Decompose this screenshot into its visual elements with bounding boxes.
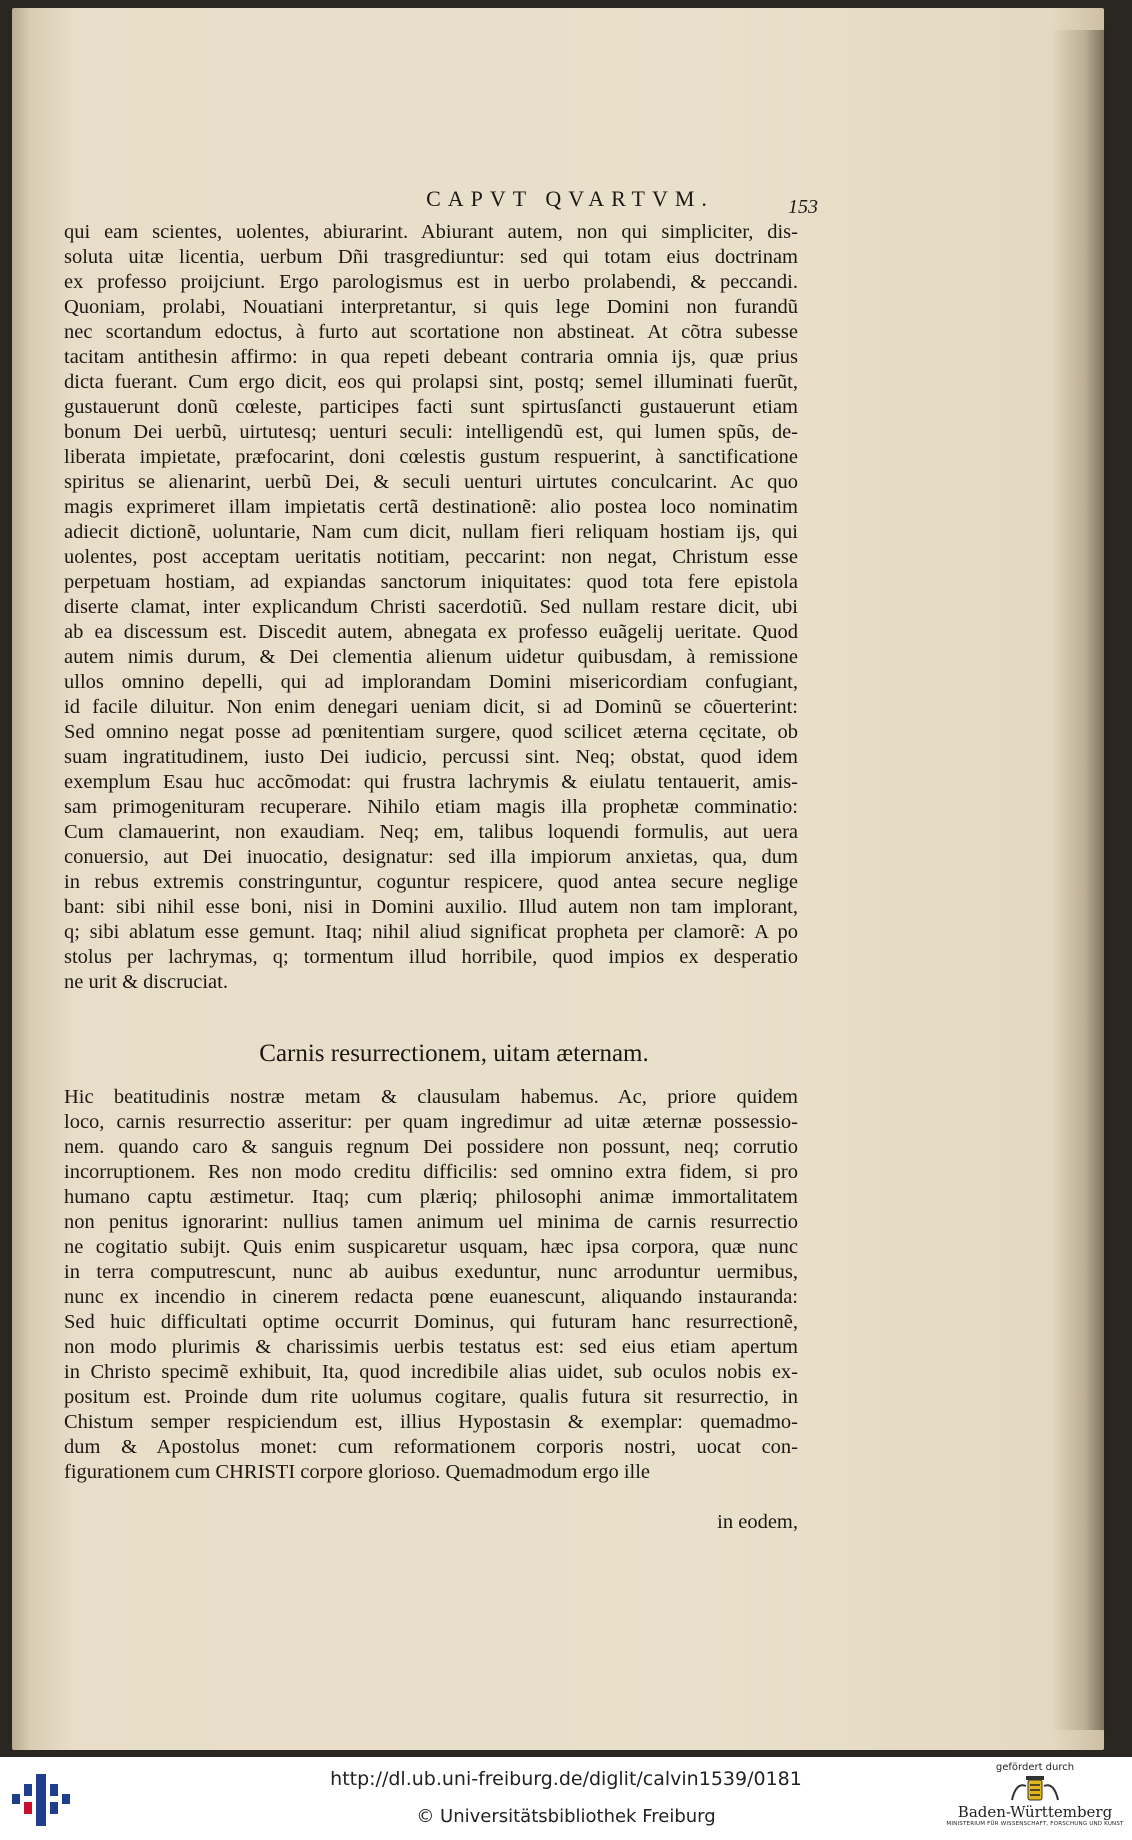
text-line: bant: sibi nihil esse boni, nisi in Domini auxilio. Illud autem non tam implorant, xyxy=(64,896,798,918)
text-line: nem. quando caro & sanguis regnum Dei possidere non possunt, neq; corrutio xyxy=(64,1136,798,1158)
page-edge-shadow xyxy=(1050,30,1108,1730)
copyright-notice: © Universitätsbibliothek Freiburg xyxy=(416,1806,716,1827)
text-line: exemplum Esau huc accõmodat: qui frustra lachrymis & eiulatu tentauerit, amis- xyxy=(64,771,798,793)
text-line: ab ea discessum est. Discedit autem, abnegata ex professo euãgelij ueritate. Quod xyxy=(64,621,798,643)
text-line: positum est. Proinde dum rite uolumus cogitare, qualis futura sit resurrectio, in xyxy=(64,1386,798,1408)
text-line: Hic beatitudinis nostræ metam & clausulam habemus. Ac, priore quidem xyxy=(64,1086,798,1108)
text-line: Sed huic difficultati optime occurrit Dominus, qui futuram hanc resurrectionẽ, xyxy=(64,1311,798,1333)
funder-label: gefördert durch xyxy=(995,1762,1075,1773)
text-line: liberata impietate, præfocarint, doni cœlestis gustum respuerint, à sanctificatione xyxy=(64,446,798,468)
text-line: incorruptionem. Res non modo creditu difficilis: sed omnino extra fidem, si pro xyxy=(64,1161,798,1183)
text-line: Chistum semper respiciendum est, illius Hypostasin & exemplar: quemadmo- xyxy=(64,1411,798,1433)
text-line: non penitus ignorarint: nullius tamen animum uel minima de carnis resurrectio xyxy=(64,1211,798,1233)
text-line: dum & Apostolus monet: cum reformationem corporis nostri, uocat con- xyxy=(64,1436,798,1458)
page-number: 153 xyxy=(788,196,818,218)
text-line: q; sibi ablatum esse gemunt. Itaq; nihil aliud significat propheta per clamorẽ: A po xyxy=(64,921,798,943)
text-line: qui eam scientes, uolentes, abiurarint. Abiurant autem, non qui simpliciter, dis- xyxy=(64,221,798,243)
text-line: ne urit & discruciat. xyxy=(64,971,228,993)
text-line: autem nimis durum, & Dei clementia alienum uidetur quibusdam, à remissione xyxy=(64,646,798,668)
text-line: ne cogitatio subijt. Quis enim suspicaretur usquam, hæc ipsa corpora, quæ nunc xyxy=(64,1236,798,1258)
text-line: Sed omnino negat posse ad pœnitentiam surgere, quod scilicet æterna cęcitate, ob xyxy=(64,721,798,743)
text-line: in rebus extremis constringuntur, coguntur respicere, quod antea secure neglige xyxy=(64,871,798,893)
text-line: spiritus se alienarint, uerbũ Dei, & seculi uenturi uirtutes conculcarint. Ac quo xyxy=(64,471,798,493)
text-line: in terra computrescunt, nunc ab auibus exeduntur, nunc arroduntur uermibus, xyxy=(64,1261,798,1283)
text-line: perpetuam hostiam, ad expiandas sanctorum iniquitates: quod tota fere epistola xyxy=(64,571,798,593)
section-heading: Carnis resurrectionem, uitam æternam. xyxy=(259,1040,649,1067)
funder-badge xyxy=(940,1762,1130,1840)
text-line: id facile diluitur. Non enim denegari ueniam dicit, si ad Dominũ se cõuerterint: xyxy=(64,696,798,718)
text-line: bonum Dei uerbũ, uirtutesq; uenturi seculi: intelligendũ est, qui lumen spũs, de- xyxy=(64,421,798,443)
text-line: ex professo proijciunt. Ergo parologismus est in uerbo prolabendi, & peccandi. xyxy=(64,271,798,293)
text-line: conuersio, aut Dei inuocatio, designatur: sed illa impiorum anxietas, qua, dum xyxy=(64,846,798,868)
text-line: magis exprimeret illam impietatis certã destinationẽ: alio postea loco nominatim xyxy=(64,496,798,518)
catchword: in eodem, xyxy=(717,1511,798,1533)
text-line: humano captu æstimetur. Itaq; cum plæriq; philosophi animæ immortalitatem xyxy=(64,1186,798,1208)
body-paragraph-1 xyxy=(64,220,798,995)
text-line: Cum clamauerint, non exaudiam. Neq; em, talibus loquendi formulis, aut uera xyxy=(64,821,798,843)
text-line: sam primogenituram recuperare. Nihilo etiam magis illa prophetæ comminatio: xyxy=(64,796,798,818)
running-head: CAPVT QVARTVM. xyxy=(426,186,714,211)
text-line: suam ingratitudinem, iusto Dei iudicio, percussi sint. Neq; obstat, quod idem xyxy=(64,746,798,768)
text-line: figurationem cum CHRISTI corpore glorioso. Quemadmodum ergo ille xyxy=(64,1461,651,1483)
text-line: dicta fuerant. Cum ergo dicit, eos qui prolapsi sint, postq; semel illuminati fuerũt, xyxy=(64,371,798,393)
text-line: soluta uitæ licentia, uerbum Dñi trasgrediuntur: sed qui totam eius doctrinam xyxy=(64,246,798,268)
text-line: nunc ex incendio in cinerem redacta pœne euanescunt, aliquando instauranda: xyxy=(64,1286,798,1308)
text-line: in Christo specimẽ exhibuit, Ita, quod incredibile alias uidet, sub oculos nobis ex- xyxy=(64,1361,798,1383)
text-line: diserte clamat, inter explicandum Christi sacerdotiũ. Sed nullam restare dicit, ubi xyxy=(64,596,798,618)
document-url[interactable]: http://dl.ub.uni-freiburg.de/diglit/calvin1539/0181 xyxy=(330,1768,802,1790)
text-line: tacitam antithesin affirmo: in qua repeti debeant contraria omnia ijs, quæ prius xyxy=(64,346,798,368)
funder-ministry: MINISTERIUM FÜR WISSENSCHAFT, FORSCHUNG UND KUNST xyxy=(946,1821,1124,1827)
text-line: ullos omnino depelli, qui ad implorandam Domini misericordiam confugiant, xyxy=(64,671,798,693)
text-line: gustauerunt donũ cœleste, participes facti sunt spirtusſancti gustauerunt etiam xyxy=(64,396,798,418)
text-line: stolus per lachrymas, q; tormentum illud horribile, quod impios ex desperatio xyxy=(64,946,798,968)
text-line: Quoniam, prolabi, Nouatiani interpretantur, si quis lege Domini non furandũ xyxy=(64,296,798,318)
text-line: uolentes, post acceptam ueritatis notitiam, peccarint: non negat, Christum esse xyxy=(64,546,798,568)
catchword-line xyxy=(64,1510,798,1535)
baden-wuerttemberg-crest-icon xyxy=(1008,1776,1062,1806)
funder-name: Baden-Württemberg xyxy=(957,1803,1113,1821)
text-line: non modo plurimis & charissimis uerbis testatus est: sed eius etiam apertum xyxy=(64,1336,798,1358)
text-line: adiecit dictionẽ, uoluntarie, Nam cum dicit, nullam fieri reliquam hostiam ijs, qui xyxy=(64,521,798,543)
text-line: nec scortandum edoctus, à furto aut scortatione non abstineat. At cõtra subesse xyxy=(64,321,798,343)
body-paragraph-2 xyxy=(64,1085,798,1485)
text-line: loco, carnis resurrectio asseritur: per quam ingredimur ad uitæ æternæ possessio- xyxy=(64,1111,798,1133)
